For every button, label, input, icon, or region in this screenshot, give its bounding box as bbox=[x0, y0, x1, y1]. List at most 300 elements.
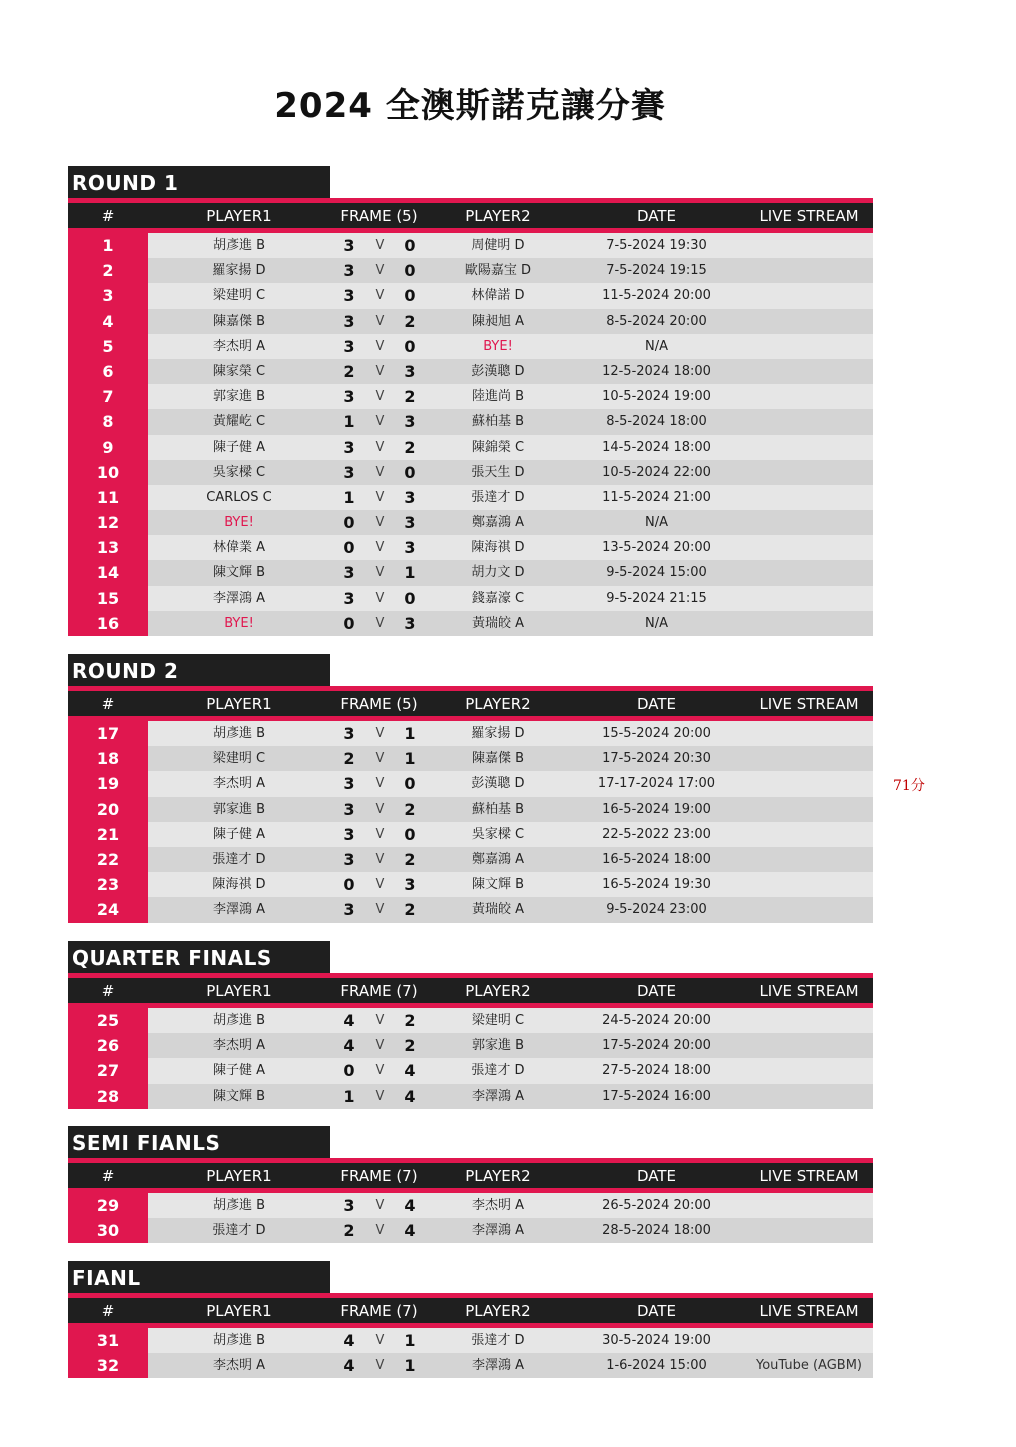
header-date: DATE bbox=[636, 207, 677, 225]
header-player2: PLAYER2 bbox=[465, 695, 531, 713]
header-num: # bbox=[101, 695, 115, 713]
player2-name: 張天生 D bbox=[471, 464, 525, 480]
match-date: 9-5-2024 23:00 bbox=[606, 902, 707, 918]
live-stream bbox=[745, 797, 873, 822]
player1-name: 胡彥進 B bbox=[212, 1198, 266, 1213]
table-row bbox=[68, 721, 873, 746]
player1-score: 4 bbox=[343, 1011, 355, 1030]
row-cells bbox=[148, 1193, 873, 1218]
player2-name: 陳文輝 B bbox=[471, 877, 525, 893]
match-number: 3 bbox=[68, 283, 148, 308]
match-date: 9-5-2024 21:15 bbox=[606, 590, 707, 606]
table-row bbox=[68, 746, 873, 771]
match-number: 12 bbox=[68, 510, 148, 535]
section-semi-fianls bbox=[68, 1126, 873, 1243]
player2-score: 0 bbox=[404, 588, 416, 608]
player1-score: 3 bbox=[343, 588, 355, 608]
live-stream bbox=[745, 535, 873, 560]
row-cells bbox=[148, 797, 873, 822]
row-cells bbox=[148, 771, 873, 796]
match-date: 30-5-2024 19:00 bbox=[602, 1333, 711, 1348]
table-header bbox=[68, 978, 873, 1003]
live-stream: YouTube (AGBM) bbox=[755, 1358, 862, 1374]
header-num: # bbox=[101, 1302, 115, 1320]
player2-score: 4 bbox=[404, 1196, 416, 1215]
player2-name: 彭漢聰 D bbox=[471, 776, 525, 792]
header-date: DATE bbox=[636, 695, 677, 713]
player1-score: 1 bbox=[343, 1086, 355, 1106]
player1-name: 陳嘉傑 B bbox=[212, 313, 266, 329]
table-body bbox=[68, 1328, 873, 1378]
player1-score: 3 bbox=[343, 261, 355, 281]
match-number: 22 bbox=[68, 847, 148, 872]
header-player2: PLAYER2 bbox=[465, 1302, 531, 1320]
table-row bbox=[68, 1033, 873, 1058]
player1-name: BYE! bbox=[224, 615, 254, 631]
player1-score: 3 bbox=[343, 724, 355, 743]
live-stream bbox=[745, 771, 873, 796]
match-number: 4 bbox=[68, 309, 148, 334]
live-stream bbox=[745, 560, 873, 585]
match-number: 16 bbox=[68, 611, 148, 636]
match-number: 11 bbox=[68, 485, 148, 510]
row-cells bbox=[148, 309, 873, 334]
versus-label: V bbox=[375, 414, 385, 430]
live-stream bbox=[745, 1033, 873, 1058]
match-number: 2 bbox=[68, 258, 148, 283]
table-row bbox=[68, 1328, 873, 1353]
player1-name: 張達才 D bbox=[212, 1223, 266, 1239]
player2-score: 0 bbox=[404, 236, 416, 255]
table-row bbox=[68, 1084, 873, 1109]
player2-score: 2 bbox=[404, 900, 416, 920]
match-date: N/A bbox=[645, 515, 668, 531]
player2-name: 黃瑞皎 A bbox=[471, 902, 525, 918]
table-row bbox=[68, 1353, 873, 1378]
match-number: 8 bbox=[68, 409, 148, 434]
player2-score: 0 bbox=[404, 336, 416, 356]
header-num: # bbox=[101, 207, 115, 225]
player2-score: 1 bbox=[404, 1356, 416, 1376]
player1-name: 陳家榮 C bbox=[212, 363, 266, 379]
match-date: N/A bbox=[645, 615, 668, 631]
header-date: DATE bbox=[636, 982, 677, 1000]
player1-name: 林偉業 A bbox=[212, 540, 266, 556]
live-stream bbox=[745, 510, 873, 535]
header-frame: FRAME (7) bbox=[340, 1167, 418, 1185]
live-stream bbox=[745, 359, 873, 384]
section-title: FIANL bbox=[68, 1261, 330, 1293]
header-player1: PLAYER1 bbox=[206, 207, 272, 225]
player1-score: 3 bbox=[343, 849, 355, 869]
player1-name: 梁建明 C bbox=[212, 751, 266, 767]
player1-name: 李杰明 A bbox=[212, 338, 266, 354]
player2-name: 陳嘉傑 B bbox=[471, 751, 525, 767]
row-cells bbox=[148, 334, 873, 359]
table-row bbox=[68, 535, 873, 560]
match-number: 23 bbox=[68, 872, 148, 897]
live-stream bbox=[745, 435, 873, 460]
player2-score: 0 bbox=[404, 261, 416, 281]
header-live-stream: LIVE STREAM bbox=[759, 207, 859, 225]
player2-score: 1 bbox=[404, 749, 416, 769]
section-title: ROUND 2 bbox=[68, 654, 330, 686]
row-cells bbox=[148, 560, 873, 585]
player1-name: BYE! bbox=[224, 515, 254, 531]
versus-label: V bbox=[375, 1038, 385, 1054]
player2-name: 林偉諾 D bbox=[471, 288, 525, 304]
versus-label: V bbox=[375, 726, 385, 741]
match-date: 10-5-2024 22:00 bbox=[602, 464, 711, 480]
header-frame: FRAME (7) bbox=[340, 1302, 418, 1320]
player1-name: 胡彥進 B bbox=[212, 726, 266, 741]
section-quarter-finals bbox=[68, 941, 873, 1109]
player2-score: 1 bbox=[404, 1331, 416, 1350]
versus-label: V bbox=[375, 565, 385, 581]
table-row bbox=[68, 586, 873, 611]
player1-score: 0 bbox=[343, 538, 355, 558]
table-row bbox=[68, 797, 873, 822]
table-row bbox=[68, 359, 873, 384]
player2-score: 2 bbox=[404, 437, 416, 457]
table-row bbox=[68, 233, 873, 258]
live-stream bbox=[745, 822, 873, 847]
player2-score: 0 bbox=[404, 286, 416, 306]
live-stream bbox=[745, 409, 873, 434]
match-date: 1-6-2024 15:00 bbox=[606, 1358, 707, 1374]
player1-name: 張達才 D bbox=[212, 851, 266, 867]
player2-score: 4 bbox=[404, 1061, 416, 1081]
player1-score: 3 bbox=[343, 336, 355, 356]
versus-label: V bbox=[375, 751, 385, 767]
section-round-2 bbox=[68, 654, 873, 923]
table-row bbox=[68, 485, 873, 510]
header-player2: PLAYER2 bbox=[465, 982, 531, 1000]
match-date: N/A bbox=[645, 338, 668, 354]
versus-label: V bbox=[375, 439, 385, 455]
match-date: 8-5-2024 20:00 bbox=[606, 313, 707, 329]
player1-score: 1 bbox=[343, 412, 355, 432]
versus-label: V bbox=[375, 515, 385, 531]
player1-name: 陳子健 A bbox=[212, 1063, 266, 1079]
player2-name: 胡力文 D bbox=[471, 565, 525, 581]
player1-score: 0 bbox=[343, 613, 355, 633]
player1-score: 3 bbox=[343, 900, 355, 920]
match-date: 12-5-2024 18:00 bbox=[602, 363, 711, 379]
row-cells bbox=[148, 721, 873, 746]
side-note: 71分 bbox=[893, 778, 925, 794]
player2-name: 蘇柏基 B bbox=[471, 801, 525, 817]
player1-name: 陳文輝 B bbox=[212, 1088, 266, 1104]
live-stream bbox=[745, 746, 873, 771]
player1-name: 陳海祺 D bbox=[212, 877, 266, 893]
match-number: 29 bbox=[68, 1193, 148, 1218]
player1-score: 3 bbox=[343, 1196, 355, 1215]
match-date: 10-5-2024 19:00 bbox=[602, 389, 711, 405]
versus-label: V bbox=[375, 389, 385, 405]
header-player1: PLAYER1 bbox=[206, 695, 272, 713]
live-stream bbox=[745, 1193, 873, 1218]
player2-name: 張達才 D bbox=[471, 489, 525, 505]
player1-name: 郭家進 B bbox=[212, 389, 266, 405]
player2-score: 3 bbox=[404, 875, 416, 895]
match-number: 31 bbox=[68, 1328, 148, 1353]
row-cells bbox=[148, 872, 873, 897]
table-row bbox=[68, 560, 873, 585]
match-date: 17-5-2024 16:00 bbox=[602, 1088, 711, 1104]
versus-label: V bbox=[375, 1358, 385, 1374]
match-date: 7-5-2024 19:15 bbox=[606, 263, 707, 279]
match-date: 26-5-2024 20:00 bbox=[602, 1198, 711, 1213]
player1-name: 李杰明 A bbox=[212, 1038, 266, 1054]
header-player1: PLAYER1 bbox=[206, 1167, 272, 1185]
live-stream bbox=[745, 1008, 873, 1033]
row-cells bbox=[148, 1328, 873, 1353]
row-cells bbox=[148, 586, 873, 611]
row-cells bbox=[148, 535, 873, 560]
versus-label: V bbox=[375, 540, 385, 556]
match-date: 14-5-2024 18:00 bbox=[602, 439, 711, 455]
versus-label: V bbox=[375, 590, 385, 606]
player1-score: 3 bbox=[343, 462, 355, 482]
live-stream bbox=[745, 1058, 873, 1083]
live-stream bbox=[745, 872, 873, 897]
match-date: 16-5-2024 19:00 bbox=[602, 801, 711, 817]
match-date: 11-5-2024 21:00 bbox=[602, 489, 711, 505]
table-row bbox=[68, 409, 873, 434]
player1-name: 陳文輝 B bbox=[212, 565, 266, 581]
match-number: 13 bbox=[68, 535, 148, 560]
player1-score: 3 bbox=[343, 824, 355, 844]
player2-score: 0 bbox=[404, 462, 416, 482]
table-row bbox=[68, 309, 873, 334]
versus-label: V bbox=[375, 263, 385, 279]
header-player2: PLAYER2 bbox=[465, 207, 531, 225]
match-number: 15 bbox=[68, 586, 148, 611]
player1-score: 4 bbox=[343, 1356, 355, 1376]
table-row bbox=[68, 1058, 873, 1083]
versus-label: V bbox=[375, 338, 385, 354]
player2-name: 蘇柏基 B bbox=[471, 414, 525, 430]
versus-label: V bbox=[375, 902, 385, 918]
player2-name: 黃瑞皎 A bbox=[471, 615, 525, 631]
player1-score: 1 bbox=[343, 487, 355, 507]
player1-score: 0 bbox=[343, 875, 355, 895]
match-number: 25 bbox=[68, 1008, 148, 1033]
section-title: QUARTER FINALS bbox=[68, 941, 330, 973]
header-live-stream: LIVE STREAM bbox=[759, 695, 859, 713]
player1-score: 2 bbox=[343, 749, 355, 769]
player1-name: 胡彥進 B bbox=[212, 238, 266, 253]
match-date: 16-5-2024 18:00 bbox=[602, 851, 711, 867]
section-title: SEMI FIANLS bbox=[68, 1126, 330, 1158]
match-number: 7 bbox=[68, 384, 148, 409]
header-frame: FRAME (5) bbox=[340, 207, 418, 225]
live-stream bbox=[745, 586, 873, 611]
player1-score: 2 bbox=[343, 361, 355, 381]
player2-name: 彭漢聰 D bbox=[471, 363, 525, 379]
table-row bbox=[68, 283, 873, 308]
match-date: 24-5-2024 20:00 bbox=[602, 1013, 711, 1028]
player1-name: 陳子健 A bbox=[212, 439, 266, 455]
versus-label: V bbox=[375, 776, 385, 792]
row-cells bbox=[148, 1353, 873, 1378]
versus-label: V bbox=[375, 826, 385, 842]
live-stream bbox=[745, 1328, 873, 1353]
row-cells bbox=[148, 746, 873, 771]
player1-score: 4 bbox=[343, 1331, 355, 1350]
player2-score: 3 bbox=[404, 361, 416, 381]
table-body bbox=[68, 1008, 873, 1109]
player2-score: 3 bbox=[404, 412, 416, 432]
table-header bbox=[68, 203, 873, 228]
player2-name: 張達才 D bbox=[471, 1063, 525, 1079]
match-number: 30 bbox=[68, 1218, 148, 1243]
live-stream bbox=[745, 233, 873, 258]
match-number: 20 bbox=[68, 797, 148, 822]
header-live-stream: LIVE STREAM bbox=[759, 1167, 859, 1185]
match-number: 21 bbox=[68, 822, 148, 847]
player2-score: 4 bbox=[404, 1221, 416, 1241]
player1-score: 3 bbox=[343, 563, 355, 583]
section-fianl bbox=[68, 1261, 873, 1378]
live-stream bbox=[745, 897, 873, 922]
header-player1: PLAYER1 bbox=[206, 982, 272, 1000]
table-row bbox=[68, 258, 873, 283]
player2-score: 2 bbox=[404, 799, 416, 819]
player2-name: 陳海祺 D bbox=[471, 540, 525, 556]
table-row bbox=[68, 384, 873, 409]
player1-name: 黃耀屹 C bbox=[212, 414, 266, 430]
table-header bbox=[68, 1298, 873, 1323]
player1-name: 李杰明 A bbox=[212, 776, 266, 792]
player2-name: 李杰明 A bbox=[471, 1198, 525, 1213]
match-number: 6 bbox=[68, 359, 148, 384]
versus-label: V bbox=[375, 363, 385, 379]
section-round-1 bbox=[68, 166, 873, 636]
player2-score: 2 bbox=[404, 849, 416, 869]
table-row bbox=[68, 435, 873, 460]
player2-name: BYE! bbox=[483, 338, 513, 354]
player1-score: 3 bbox=[343, 387, 355, 407]
table-row bbox=[68, 1008, 873, 1033]
match-number: 32 bbox=[68, 1353, 148, 1378]
player1-name: 郭家進 B bbox=[212, 801, 266, 817]
row-cells bbox=[148, 1218, 873, 1243]
row-cells bbox=[148, 359, 873, 384]
versus-label: V bbox=[375, 313, 385, 329]
table-row bbox=[68, 1218, 873, 1243]
table-header bbox=[68, 691, 873, 716]
player2-score: 2 bbox=[404, 1036, 416, 1056]
versus-label: V bbox=[375, 615, 385, 631]
player2-name: 郭家進 B bbox=[471, 1038, 525, 1054]
match-number: 26 bbox=[68, 1033, 148, 1058]
player2-name: 陳錦榮 C bbox=[471, 439, 525, 455]
player2-name: 鄭嘉鴻 A bbox=[471, 515, 525, 531]
player1-score: 0 bbox=[343, 1061, 355, 1081]
player2-score: 0 bbox=[404, 774, 416, 794]
table-body bbox=[68, 721, 873, 923]
match-date: 22-5-2022 23:00 bbox=[602, 826, 711, 842]
player1-name: 陳子健 A bbox=[212, 826, 266, 842]
row-cells bbox=[148, 485, 873, 510]
row-cells bbox=[148, 847, 873, 872]
player2-name: 李澤鴻 A bbox=[471, 1358, 525, 1374]
player1-name: 梁建明 C bbox=[212, 288, 266, 304]
match-number: 1 bbox=[68, 233, 148, 258]
section-title: ROUND 1 bbox=[68, 166, 330, 198]
table-row bbox=[68, 510, 873, 535]
live-stream bbox=[745, 1084, 873, 1109]
table-row bbox=[68, 847, 873, 872]
row-cells bbox=[148, 460, 873, 485]
player1-score: 0 bbox=[343, 513, 355, 533]
player2-name: 李澤鴻 A bbox=[471, 1088, 525, 1104]
match-date: 7-5-2024 19:30 bbox=[606, 238, 707, 253]
match-date: 17-5-2024 20:30 bbox=[602, 751, 711, 767]
match-date: 9-5-2024 15:00 bbox=[606, 565, 707, 581]
row-cells bbox=[148, 1084, 873, 1109]
row-cells bbox=[148, 611, 873, 636]
player1-name: 羅家揚 D bbox=[212, 263, 266, 279]
player1-name: 吳家樑 C bbox=[212, 464, 266, 480]
player2-name: 陳昶旭 A bbox=[471, 313, 525, 329]
row-cells bbox=[148, 409, 873, 434]
match-number: 17 bbox=[68, 721, 148, 746]
versus-label: V bbox=[375, 851, 385, 867]
player1-score: 3 bbox=[343, 286, 355, 306]
versus-label: V bbox=[375, 1063, 385, 1079]
player1-score: 2 bbox=[343, 1221, 355, 1241]
match-number: 24 bbox=[68, 897, 148, 922]
match-date: 8-5-2024 18:00 bbox=[606, 414, 707, 430]
table-row bbox=[68, 611, 873, 636]
live-stream bbox=[745, 334, 873, 359]
live-stream bbox=[745, 384, 873, 409]
match-number: 18 bbox=[68, 746, 148, 771]
versus-label: V bbox=[375, 1013, 385, 1028]
header-date: DATE bbox=[636, 1302, 677, 1320]
versus-label: V bbox=[375, 1223, 385, 1239]
player2-name: 梁建明 C bbox=[471, 1013, 525, 1028]
header-num: # bbox=[101, 982, 115, 1000]
player2-score: 4 bbox=[404, 1086, 416, 1106]
player1-name: 李杰明 A bbox=[212, 1358, 266, 1374]
player2-score: 2 bbox=[404, 311, 416, 331]
live-stream bbox=[745, 1218, 873, 1243]
versus-label: V bbox=[375, 877, 385, 893]
player2-name: 李澤鴻 A bbox=[471, 1223, 525, 1239]
player1-score: 3 bbox=[343, 311, 355, 331]
header-num: # bbox=[101, 1167, 115, 1185]
player2-score: 3 bbox=[404, 538, 416, 558]
versus-label: V bbox=[375, 801, 385, 817]
page-title: 2024 全澳斯諾克讓分賽 bbox=[274, 86, 666, 126]
player2-score: 1 bbox=[404, 724, 416, 743]
player2-name: 張達才 D bbox=[471, 1333, 525, 1348]
table-row bbox=[68, 872, 873, 897]
match-number: 5 bbox=[68, 334, 148, 359]
table-row bbox=[68, 822, 873, 847]
header-live-stream: LIVE STREAM bbox=[759, 982, 859, 1000]
table-row bbox=[68, 1193, 873, 1218]
header-frame: FRAME (5) bbox=[340, 695, 418, 713]
player2-name: 吳家樑 C bbox=[471, 826, 525, 842]
player2-score: 2 bbox=[404, 1011, 416, 1030]
row-cells bbox=[148, 435, 873, 460]
row-cells bbox=[148, 384, 873, 409]
